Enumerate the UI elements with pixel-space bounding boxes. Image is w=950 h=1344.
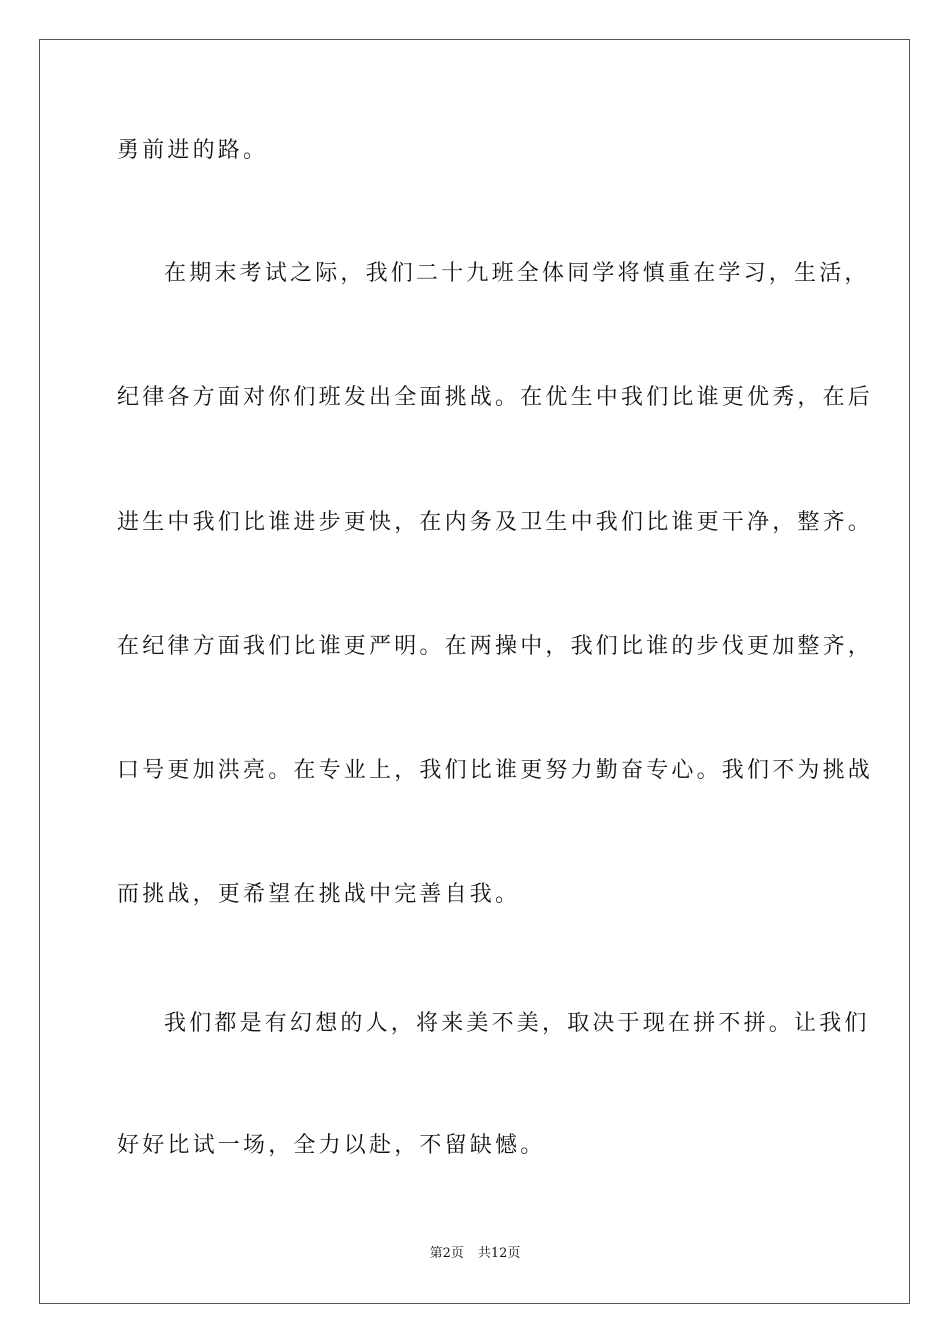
page-footer — [0, 1245, 950, 1263]
body-line: 口号更加洪亮。在专业上，我们比谁更努力勤奋专心。我们不为挑战 — [117, 758, 874, 783]
body-line: 而挑战，更希望在挑战中完善自我。 — [117, 882, 521, 907]
paragraph-first-line: 在期末考试之际，我们二十九班全体同学将慎重在学习，生活， — [164, 261, 870, 286]
body-line: 勇前进的路。 — [117, 138, 269, 163]
body-line: 在纪律方面我们比谁更严明。在两操中，我们比谁的步伐更加整齐， — [117, 634, 874, 659]
body-line: 进生中我们比谁进步更快，在内务及卫生中我们比谁更干净，整齐。 — [117, 510, 874, 535]
body-line: 好好比试一场，全力以赴，不留缺憾。 — [117, 1133, 546, 1158]
page-number: 第2页 — [429, 1246, 464, 1261]
paragraph-first-line: 我们都是有幻想的人，将来美不美，取决于现在拼不拼。让我们 — [164, 1011, 870, 1036]
page-total: 共12页 — [477, 1246, 521, 1261]
body-line: 纪律各方面对你们班发出全面挑战。在优生中我们比谁更优秀，在后 — [117, 385, 874, 410]
page-border — [39, 39, 910, 1304]
